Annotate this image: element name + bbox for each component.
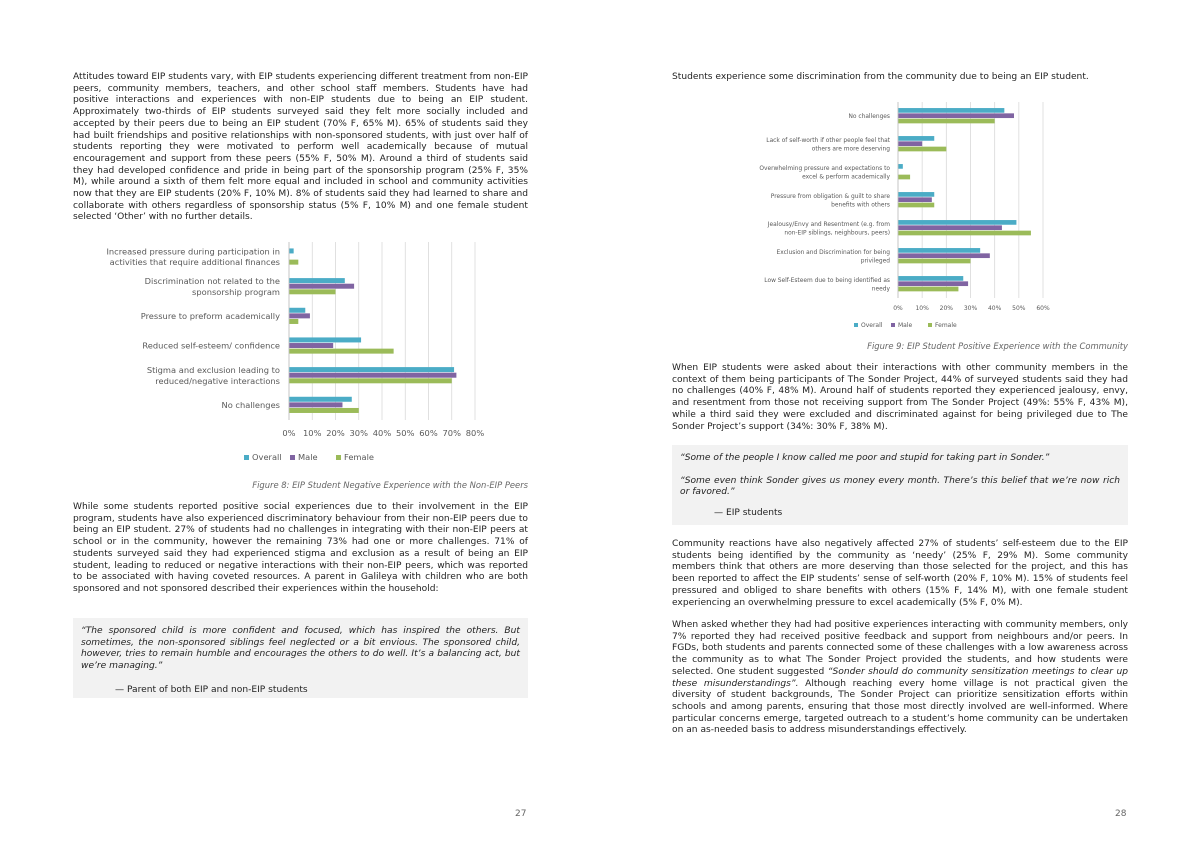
legend-swatch-overall [244, 455, 249, 460]
left-paragraph-1: Attitudes toward EIP students vary, with EIP students experiencing different treatment from non-EIP peers, community members, teachers, and other school staff members. Students have had positive interactions and experiences with non-EIP students due to being an EIP student. Approximately two-thirds of EIP students surveyed said they felt more socially included and accepted by their peers due to being an EIP student (70% F, 65% M). 65% of students said they had built friendships and positive relationships with non-sponsored students, with just over half of students reporting they were motivated to perform well academically because of mutual encouragement and support from these peers (55% F, 50% M). Around a third of students said they had developed confidence and pride in being part of the sponsorship program (25% F, 35% M), while around a sixth of them felt more equal and included in school and community activities now that they are EIP students (20% F, 10% M). 8% of students said they had learned to share and collaborate with others regardless of sponsorship status (5% F, 10% M) and one female student selected ‘Other’ with no further details. [73, 72, 528, 223]
category-label: Exclusion and Discrimination for being [776, 249, 890, 256]
bar-male [898, 197, 932, 202]
bar-overall [898, 164, 903, 169]
legend-swatch-male [891, 323, 895, 327]
students-quote-1: “Some of the people I know called me poor and stupid for taking part in Sonder.” [680, 453, 1050, 463]
right-paragraph-2: Community reactions have also negatively affected 27% of students’ self-esteem due to the EIP students being identified by the community as ‘needy’ (25% F, 29% M). Some community members think that others are more deserving than those selected for the project, and this has been reported to affect the EIP students’ sense of self-worth (20% F, 10% M). 15% of students feel pressured and obliged to share benefits with others (15% F, 14% M), with one female student experiencing an overwhelming pressure to excel academically (5% F, 0% M). [672, 539, 1128, 608]
category-label: reduced/negative interactions [155, 375, 280, 386]
parent-quote-box [73, 618, 528, 698]
bar-overall [289, 308, 305, 313]
right-paragraph-3 [672, 620, 1128, 737]
x-tick-label: 60% [1036, 305, 1050, 312]
bar-female [289, 260, 298, 265]
x-tick-label: 50% [396, 428, 415, 438]
figure-9-chart [740, 100, 1070, 332]
bar-overall [898, 136, 934, 141]
bar-overall [289, 367, 454, 372]
bar-female [289, 378, 452, 383]
bar-overall [898, 276, 963, 281]
category-label: excel & perform academically [802, 174, 890, 181]
bar-overall [289, 397, 352, 402]
bar-overall [898, 220, 1016, 225]
bar-male [898, 225, 1002, 230]
parent-quote: “The sponsored child is more confident and focused, which has inspired the others. But sometimes, the non-sponsored siblings feel neglected or a bit envious. The sponsored child, however, tries to remain humble and encourages the others to do well. It’s a balancing act, but we’re managing.” [81, 626, 520, 672]
category-label: benefits with others [831, 202, 890, 209]
figure-8-caption: Figure 8: EIP Student Negative Experience with the Non-EIP Peers [252, 480, 528, 490]
category-label: Reduced self-esteem/ confidence [142, 340, 280, 351]
bar-female [898, 259, 971, 264]
left-paragraph-2: While some students reported positive social experiences due to their involvement in the EIP program, students have also experienced discriminatory behaviour from their non-EIP peers due to being an EIP student. 27% of students had no challenges in integrating with their non-EIP peers at school or in the community, however the remaining 73% had one or more challenges. 71% of students surveyed said they had experienced stigma and exclusion as a result of being an EIP student, leading to reduced or negative interactions with their non-EIP peers, which was reported to be associated with having coveted resources. A parent in Galileya with children who are both sponsored and not sponsored described their experiences within the household: [73, 502, 528, 594]
x-tick-label: 20% [326, 428, 345, 438]
category-label: No challenges [848, 114, 890, 121]
x-tick-label: 10% [303, 428, 322, 438]
bar-male [898, 141, 922, 146]
category-label: Lack of self-worth if other people feel that [766, 137, 890, 144]
bar-male [898, 253, 990, 258]
bar-female [898, 119, 995, 124]
category-label: Pressure from obligation & guilt to share [770, 193, 890, 200]
x-tick-label: 70% [442, 428, 461, 438]
x-tick-label: 10% [915, 305, 929, 312]
bar-female [898, 147, 946, 152]
bar-female [898, 287, 958, 292]
legend-label-overall: Overall [252, 452, 282, 462]
category-label: Pressure to preform academically [140, 311, 280, 322]
category-label: No challenges [221, 400, 280, 411]
bar-male [289, 343, 333, 348]
bar-male [898, 113, 1014, 118]
student-suggestion-quote: “Sonder should do community sensitization meetings to clear up these misunderstandings”. [672, 666, 1128, 689]
legend-label-male: Male [298, 452, 318, 462]
x-tick-label: 20% [939, 305, 954, 312]
category-label: Increased pressure during participation in [106, 246, 280, 257]
bar-overall [898, 248, 980, 253]
category-label: Overwhelming pressure and expectations to [759, 165, 890, 172]
right-intro: Students experience some discrimination from the community due to being an EIP student. [672, 72, 1089, 82]
bar-female [898, 203, 934, 208]
category-label: Jealousy/Envy and Resentment (e.g. from [767, 221, 890, 228]
x-tick-label: 60% [419, 428, 438, 438]
x-tick-label: 0% [893, 305, 903, 312]
page-number-right: 28 [1115, 809, 1127, 819]
category-label: non-EIP siblings, neighbours, peers) [784, 230, 890, 237]
category-label: sponsorship program [192, 286, 280, 297]
category-label: others are more deserving [811, 146, 890, 153]
legend-swatch-male [290, 455, 295, 460]
bar-male [289, 373, 456, 378]
right-page [600, 0, 1200, 848]
legend-swatch-female [336, 455, 341, 460]
bar-female [898, 175, 910, 180]
students-quote-attribution: — EIP students [714, 508, 783, 519]
bar-female [898, 231, 1031, 236]
right-paragraph-3-part-b: Although reaching every home village is not practical given the diversity of student backgrounds, The Sonder Project can prioritize sensitization efforts within schools and among parents, ensuring that those most directly involved are well-informed. Where particular concerns emerge, targeted outreach to a student’s home community can be undertaken on an as-needed basis to address misunderstandings effectively. [672, 678, 1129, 736]
x-tick-label: 80% [465, 428, 485, 438]
legend-label-male: Male [898, 322, 913, 329]
right-paragraph-1: When EIP students were asked about their interactions with other community members in the context of them being participants of The Sonder Project, 44% of surveyed students said they had no challenges (40% F, 48% M). Around half of students reported they experienced jealousy, envy, and resentment from those not receiving support from The Sonder Project (49%: 55% F, 43% M), while a third said they were excluded and discriminated against for being privileged due to The Sonder Project’s support (34%: 30% F, 38% M). [672, 363, 1128, 432]
bar-overall [898, 192, 934, 197]
category-label: Discrimination not related to the [144, 276, 280, 287]
x-tick-label: 30% [963, 305, 978, 312]
right-paragraph-3-part-a: When asked whether they had had positive experiences interacting with community members, only 7% reported they had received positive feedback and support from neighbours and/or peers. In FGDs, both students and parents connected some of these challenges with a low awareness across the community as to what The Sonder Project provided the students, and how students were selected. One student suggested [672, 620, 1128, 677]
category-label: Stigma and exclusion leading to [146, 365, 280, 376]
bar-male [289, 402, 342, 407]
bar-male [898, 281, 968, 286]
bar-female [289, 408, 359, 413]
x-tick-label: 50% [1012, 305, 1026, 312]
bar-overall [289, 278, 345, 283]
x-tick-label: 40% [372, 428, 392, 438]
x-tick-label: 0% [282, 428, 296, 438]
figure-8-chart [80, 238, 530, 468]
legend-label-overall: Overall [861, 322, 883, 329]
parent-quote-attribution: — Parent of both EIP and non-EIP students [115, 684, 308, 695]
bar-female [289, 349, 394, 354]
bar-female [289, 289, 336, 294]
x-tick-label: 30% [349, 428, 368, 438]
category-label: Low Self-Esteem due to being identified as [764, 277, 890, 284]
category-label: needy [871, 286, 890, 293]
legend-swatch-overall [854, 323, 858, 327]
students-quote-2: “Some even think Sonder gives us money every month. There’s this belief that we’re now rich or favored.” [680, 475, 1120, 498]
category-label: activities that require additional finances [109, 257, 280, 268]
bar-male [289, 284, 354, 289]
bar-overall [289, 248, 294, 253]
bar-female [289, 319, 298, 324]
category-label: privileged [860, 258, 890, 265]
bar-male [289, 313, 310, 318]
legend-label-female: Female [935, 322, 957, 329]
bar-overall [898, 108, 1004, 113]
legend-label-female: Female [344, 452, 374, 462]
legend-swatch-female [928, 323, 932, 327]
x-tick-label: 40% [987, 305, 1002, 312]
page-number-left: 27 [515, 809, 527, 819]
bar-overall [289, 337, 361, 342]
students-quote-box [672, 445, 1128, 525]
figure-9-caption: Figure 9: EIP Student Positive Experience with the Community [867, 341, 1128, 351]
